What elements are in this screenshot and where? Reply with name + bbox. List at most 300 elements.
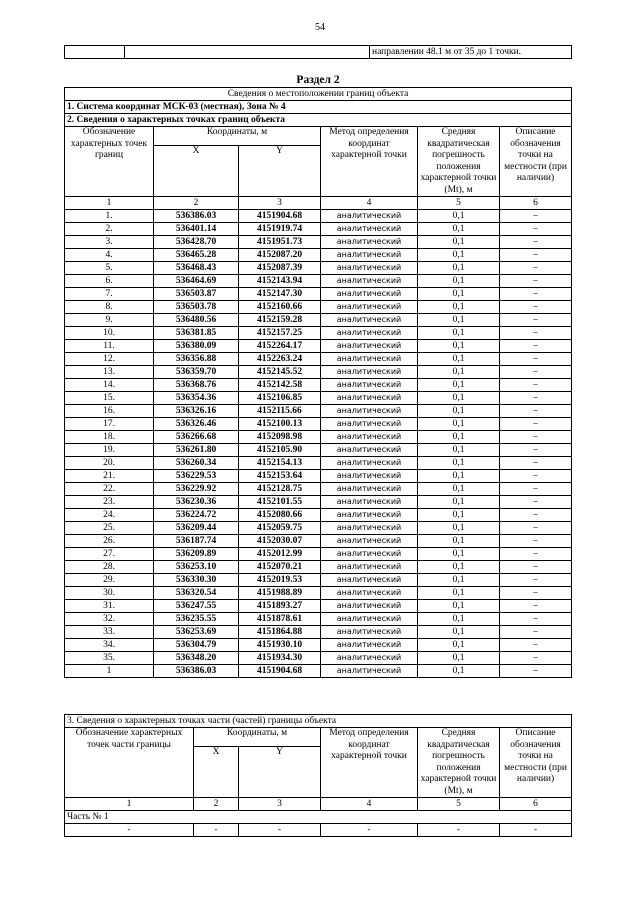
coord-y: 4152070.21 (239, 561, 321, 574)
header-method: Метод определения координат характерной точки (321, 127, 418, 197)
part-heading: 3. Сведения о характерных точках части (частей) границы объекта (65, 715, 572, 728)
point-number: 23. (65, 496, 154, 509)
point-number: 31. (65, 600, 154, 613)
point-number: 29. (65, 574, 154, 587)
error: 0,1 (418, 249, 500, 262)
point-number: 27. (65, 548, 154, 561)
coord-y: 4152143.94 (239, 275, 321, 288)
description: – (500, 418, 572, 431)
coord-y: 4152160.66 (239, 301, 321, 314)
coord-y: 4152106.85 (239, 392, 321, 405)
coord-y: 4151904.68 (239, 210, 321, 223)
description: – (500, 327, 572, 340)
part-column-number-row (65, 798, 572, 811)
coord-x: 536326.46 (154, 418, 239, 431)
coord-y: 4152147.30 (239, 288, 321, 301)
cont-text: направлении 48.1 м от 35 до 1 точки. (370, 46, 572, 59)
coord-y: 4152154.13 (239, 457, 321, 470)
part-empty-1: - (65, 824, 194, 837)
description: – (500, 652, 572, 665)
error: 0,1 (418, 509, 500, 522)
method: аналитический (321, 535, 418, 548)
part-header-error: Средняя квадратическая погрешность положения характерной точки (Mt), м (418, 728, 500, 798)
point-number: 6. (65, 275, 154, 288)
description: – (500, 392, 572, 405)
section-subtitle: Сведения о местоположении границ объекта (65, 88, 572, 101)
point-number: 12. (65, 353, 154, 366)
coord-x: 536359.70 (154, 366, 239, 379)
coord-x: 536209.89 (154, 548, 239, 561)
coord-y: 4151893.27 (239, 600, 321, 613)
table-row (65, 548, 572, 561)
error: 0,1 (418, 262, 500, 275)
error: 0,1 (418, 470, 500, 483)
coord-y: 4152145.52 (239, 366, 321, 379)
table-row (65, 496, 572, 509)
method: аналитический (321, 561, 418, 574)
description: – (500, 236, 572, 249)
table-row (65, 366, 572, 379)
error: 0,1 (418, 314, 500, 327)
header-designation: Обозначение характерных точек границ (65, 127, 154, 197)
points-heading: 2. Сведения о характерных точках границ объекта (65, 114, 572, 127)
description: – (500, 301, 572, 314)
table-row (65, 379, 572, 392)
table-row (65, 535, 572, 548)
description: – (500, 535, 572, 548)
coord-x: 536468.43 (154, 262, 239, 275)
header-y: Y (239, 146, 321, 197)
coord-x: 536380.09 (154, 340, 239, 353)
colnum-2: 2 (154, 197, 239, 210)
colnum-3: 3 (239, 197, 321, 210)
point-number: 26. (65, 535, 154, 548)
table-row (65, 587, 572, 600)
description: – (500, 353, 572, 366)
coord-x: 536428.70 (154, 236, 239, 249)
coord-x: 536261.80 (154, 444, 239, 457)
table-row (65, 236, 572, 249)
point-number: 34. (65, 639, 154, 652)
table-row (65, 457, 572, 470)
table-row (65, 223, 572, 236)
table-row (65, 483, 572, 496)
point-number: 24. (65, 509, 154, 522)
coord-x: 536480.56 (154, 314, 239, 327)
method: аналитический (321, 223, 418, 236)
description: – (500, 275, 572, 288)
error: 0,1 (418, 288, 500, 301)
point-number: 35. (65, 652, 154, 665)
coord-x: 536235.55 (154, 613, 239, 626)
coord-x: 536224.72 (154, 509, 239, 522)
error: 0,1 (418, 548, 500, 561)
coord-y: 4151878.61 (239, 613, 321, 626)
colnum-5: 5 (418, 197, 500, 210)
table-row (65, 405, 572, 418)
error: 0,1 (418, 301, 500, 314)
coord-y: 4152159.28 (239, 314, 321, 327)
coord-x: 536386.03 (154, 210, 239, 223)
page-number: 54 (315, 22, 325, 33)
description: – (500, 600, 572, 613)
description: – (500, 496, 572, 509)
method: аналитический (321, 652, 418, 665)
method: аналитический (321, 249, 418, 262)
coord-y: 4152087.20 (239, 249, 321, 262)
description: – (500, 431, 572, 444)
description: – (500, 639, 572, 652)
table-row (65, 574, 572, 587)
error: 0,1 (418, 353, 500, 366)
coord-x: 536187.74 (154, 535, 239, 548)
error: 0,1 (418, 600, 500, 613)
points-body (65, 210, 572, 678)
table-row (65, 353, 572, 366)
section-title: Раздел 2 (296, 74, 340, 86)
part-colnum-4: 4 (321, 798, 418, 811)
method: аналитический (321, 457, 418, 470)
coord-y: 4152105.90 (239, 444, 321, 457)
description: – (500, 613, 572, 626)
part-header-x: X (194, 747, 239, 798)
coord-x: 536326.16 (154, 405, 239, 418)
description: – (500, 340, 572, 353)
error: 0,1 (418, 366, 500, 379)
part-empty-2: - (194, 824, 239, 837)
error: 0,1 (418, 613, 500, 626)
error: 0,1 (418, 522, 500, 535)
point-number: 7. (65, 288, 154, 301)
description: – (500, 288, 572, 301)
point-number: 25. (65, 522, 154, 535)
coord-y: 4152157.25 (239, 327, 321, 340)
error: 0,1 (418, 639, 500, 652)
method: аналитический (321, 288, 418, 301)
method: аналитический (321, 353, 418, 366)
part-empty-4: - (321, 824, 418, 837)
point-number: 30. (65, 587, 154, 600)
table-row (65, 652, 572, 665)
part-colnum-2: 2 (194, 798, 239, 811)
part-header-method: Метод определения координат характерной точки (321, 728, 418, 798)
point-number: 32. (65, 613, 154, 626)
point-number: 5. (65, 262, 154, 275)
coord-y: 4151919.74 (239, 223, 321, 236)
error: 0,1 (418, 275, 500, 288)
point-number: 4. (65, 249, 154, 262)
coord-x: 536330.30 (154, 574, 239, 587)
error: 0,1 (418, 431, 500, 444)
coord-y: 4152019.53 (239, 574, 321, 587)
boundary-points-table (64, 73, 572, 678)
header-error: Средняя квадратическая погрешность положения характерной точки (Mt), м (418, 127, 500, 197)
error: 0,1 (418, 223, 500, 236)
coord-x: 536229.53 (154, 470, 239, 483)
method: аналитический (321, 301, 418, 314)
table-row (65, 613, 572, 626)
part-empty-row (65, 824, 572, 837)
coord-x: 536464.69 (154, 275, 239, 288)
method: аналитический (321, 340, 418, 353)
point-number: 17. (65, 418, 154, 431)
point-number: 18. (65, 431, 154, 444)
point-number: 16. (65, 405, 154, 418)
cont-cell-empty-1 (65, 46, 125, 59)
description: – (500, 483, 572, 496)
description: – (500, 470, 572, 483)
error: 0,1 (418, 483, 500, 496)
description: – (500, 314, 572, 327)
colnum-1: 1 (65, 197, 154, 210)
method: аналитический (321, 639, 418, 652)
method: аналитический (321, 366, 418, 379)
table-row (65, 249, 572, 262)
table-row (65, 340, 572, 353)
coord-x: 536320.54 (154, 587, 239, 600)
description: – (500, 262, 572, 275)
colnum-4: 4 (321, 197, 418, 210)
description: – (500, 379, 572, 392)
coord-x: 536401.14 (154, 223, 239, 236)
column-number-row (65, 197, 572, 210)
part-header-y: Y (239, 747, 321, 798)
coord-x: 536386.03 (154, 665, 239, 678)
table-row (65, 314, 572, 327)
coord-x: 536253.10 (154, 561, 239, 574)
part-empty-5: - (418, 824, 500, 837)
coord-system: 1. Система координат МСК-03 (местная), Зона № 4 (65, 101, 572, 114)
point-number: 14. (65, 379, 154, 392)
table-row (65, 639, 572, 652)
method: аналитический (321, 379, 418, 392)
table-row (65, 626, 572, 639)
method: аналитический (321, 210, 418, 223)
error: 0,1 (418, 392, 500, 405)
table-row (65, 431, 572, 444)
method: аналитический (321, 418, 418, 431)
coord-x: 536465.28 (154, 249, 239, 262)
coord-y: 4152128.75 (239, 483, 321, 496)
table-row (65, 470, 572, 483)
coord-x: 536381.85 (154, 327, 239, 340)
coord-x: 536260.34 (154, 457, 239, 470)
description: – (500, 366, 572, 379)
point-number: 10. (65, 327, 154, 340)
method: аналитический (321, 587, 418, 600)
coord-x: 536354.36 (154, 392, 239, 405)
table-row (65, 561, 572, 574)
coord-y: 4152012.99 (239, 548, 321, 561)
method: аналитический (321, 275, 418, 288)
point-number: 1 (65, 665, 154, 678)
method: аналитический (321, 236, 418, 249)
table-row (65, 600, 572, 613)
error: 0,1 (418, 418, 500, 431)
description: – (500, 444, 572, 457)
method: аналитический (321, 496, 418, 509)
description: – (500, 548, 572, 561)
point-number: 8. (65, 301, 154, 314)
method: аналитический (321, 262, 418, 275)
point-number: 20. (65, 457, 154, 470)
error: 0,1 (418, 626, 500, 639)
method: аналитический (321, 665, 418, 678)
table-row (65, 262, 572, 275)
point-number: 22. (65, 483, 154, 496)
part-header-designation: Обозначение характерных точек части границы (65, 728, 194, 798)
point-number: 19. (65, 444, 154, 457)
coord-y: 4151951.73 (239, 236, 321, 249)
method: аналитический (321, 431, 418, 444)
table-row (65, 392, 572, 405)
description: – (500, 574, 572, 587)
description: – (500, 223, 572, 236)
coord-y: 4152115.66 (239, 405, 321, 418)
coord-y: 4151904.68 (239, 665, 321, 678)
table-row (65, 210, 572, 223)
coord-x: 536348.20 (154, 652, 239, 665)
coord-x: 536266.68 (154, 431, 239, 444)
header-coords: Координаты, м (154, 127, 321, 146)
header-x: X (154, 146, 239, 197)
method: аналитический (321, 600, 418, 613)
coord-y: 4152153.64 (239, 470, 321, 483)
coord-y: 4151930.10 (239, 639, 321, 652)
coord-y: 4151864.88 (239, 626, 321, 639)
coord-x: 536229.92 (154, 483, 239, 496)
method: аналитический (321, 548, 418, 561)
method: аналитический (321, 522, 418, 535)
method: аналитический (321, 405, 418, 418)
point-number: 11. (65, 340, 154, 353)
description: – (500, 626, 572, 639)
error: 0,1 (418, 652, 500, 665)
point-number: 28. (65, 561, 154, 574)
point-number: 9. (65, 314, 154, 327)
description: – (500, 665, 572, 678)
coord-x: 536356.88 (154, 353, 239, 366)
coord-x: 536209.44 (154, 522, 239, 535)
coord-y: 4152100.13 (239, 418, 321, 431)
coord-x: 536503.78 (154, 301, 239, 314)
description: – (500, 509, 572, 522)
method: аналитический (321, 327, 418, 340)
table-row (65, 522, 572, 535)
point-number: 2. (65, 223, 154, 236)
part-colnum-6: 6 (500, 798, 572, 811)
part-colnum-3: 3 (239, 798, 321, 811)
error: 0,1 (418, 210, 500, 223)
error: 0,1 (418, 379, 500, 392)
description: – (500, 249, 572, 262)
error: 0,1 (418, 496, 500, 509)
method: аналитический (321, 444, 418, 457)
cont-cell-empty-2 (125, 46, 370, 59)
part-colnum-1: 1 (65, 798, 194, 811)
method: аналитический (321, 392, 418, 405)
point-number: 15. (65, 392, 154, 405)
table-row (65, 275, 572, 288)
coord-x: 536230.36 (154, 496, 239, 509)
part-colnum-5: 5 (418, 798, 500, 811)
part-header-coords: Координаты, м (194, 728, 321, 747)
coord-y: 4151934.30 (239, 652, 321, 665)
point-number: 3. (65, 236, 154, 249)
point-number: 21. (65, 470, 154, 483)
error: 0,1 (418, 236, 500, 249)
method: аналитический (321, 509, 418, 522)
method: аналитический (321, 574, 418, 587)
error: 0,1 (418, 561, 500, 574)
method: аналитический (321, 470, 418, 483)
description: – (500, 561, 572, 574)
coord-y: 4152030.07 (239, 535, 321, 548)
method: аналитический (321, 613, 418, 626)
part-label: Часть № 1 (65, 811, 572, 824)
method: аналитический (321, 626, 418, 639)
error: 0,1 (418, 587, 500, 600)
colnum-6: 6 (500, 197, 572, 210)
coord-y: 4152080.66 (239, 509, 321, 522)
error: 0,1 (418, 457, 500, 470)
description: – (500, 587, 572, 600)
continuation-table (64, 45, 572, 59)
point-number: 1. (65, 210, 154, 223)
description: – (500, 210, 572, 223)
part-header-description: Описание обозначения точки на местности (при наличии) (500, 728, 572, 798)
coord-x: 536368.76 (154, 379, 239, 392)
description: – (500, 457, 572, 470)
coord-y: 4152059.75 (239, 522, 321, 535)
method: аналитический (321, 314, 418, 327)
part-empty-6: - (500, 824, 572, 837)
error: 0,1 (418, 327, 500, 340)
coord-y: 4152264.17 (239, 340, 321, 353)
point-number: 33. (65, 626, 154, 639)
table-row (65, 301, 572, 314)
coord-y: 4152263.24 (239, 353, 321, 366)
coord-y: 4152087.39 (239, 262, 321, 275)
table-row (65, 509, 572, 522)
table-row (65, 444, 572, 457)
error: 0,1 (418, 444, 500, 457)
table-row (65, 665, 572, 678)
header-description: Описание обозначения точки на местности (при наличии) (500, 127, 572, 197)
method: аналитический (321, 483, 418, 496)
coord-y: 4152101.55 (239, 496, 321, 509)
coord-x: 536503.87 (154, 288, 239, 301)
description: – (500, 405, 572, 418)
point-number: 13. (65, 366, 154, 379)
table-row (65, 418, 572, 431)
coord-x: 536247.55 (154, 600, 239, 613)
part-empty-3: - (239, 824, 321, 837)
coord-x: 536304.79 (154, 639, 239, 652)
error: 0,1 (418, 405, 500, 418)
error: 0,1 (418, 574, 500, 587)
description: – (500, 522, 572, 535)
error: 0,1 (418, 535, 500, 548)
table-row (65, 327, 572, 340)
error: 0,1 (418, 340, 500, 353)
coord-y: 4152098.98 (239, 431, 321, 444)
table-row (65, 288, 572, 301)
coord-y: 4152142.58 (239, 379, 321, 392)
error: 0,1 (418, 665, 500, 678)
part-points-table (64, 714, 572, 837)
coord-x: 536253.69 (154, 626, 239, 639)
